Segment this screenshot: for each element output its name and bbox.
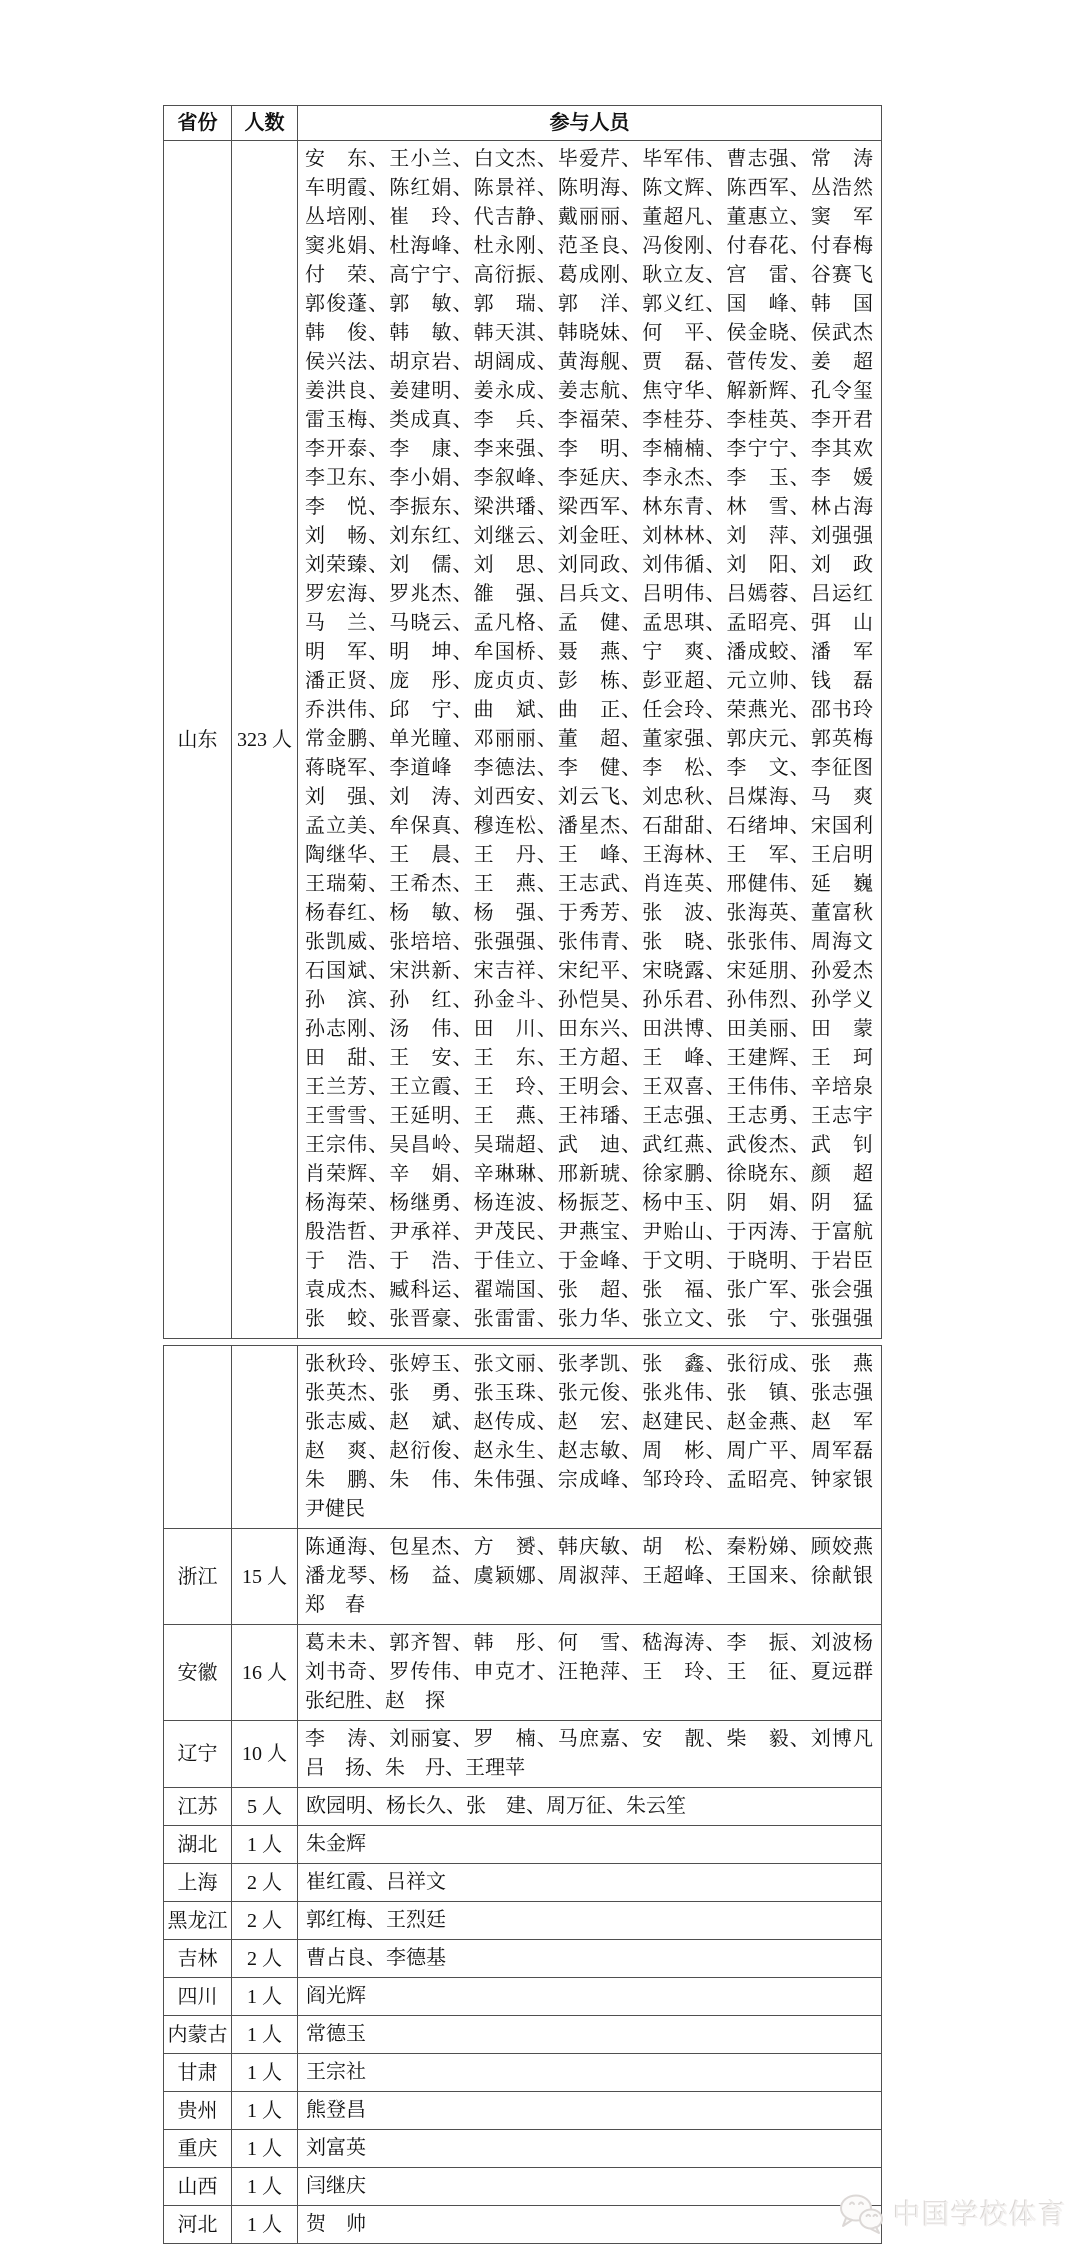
name-line: 刘荣臻、刘 儒、刘 思、刘同政、刘伟循、刘 阳、刘 政 [305, 554, 873, 576]
name-line: 陶继华、王 晨、王 丹、王 峰、王海林、王 军、王启明 [305, 844, 873, 866]
name-line: 郭俊蓬、郭 敏、郭 瑞、郭 洋、郭义红、国 峰、韩 国 [305, 293, 873, 315]
name-line: 潘正贤、庞 彤、庞贞贞、彭 栋、彭亚超、元立帅、钱 磊 [305, 670, 873, 692]
name-line: 尹健民 [305, 1498, 365, 1520]
name-line: 赵 爽、赵衍俊、赵永生、赵志敏、周 彬、周广平、周军磊 [305, 1440, 873, 1462]
count-cell: 1 人 [232, 2130, 298, 2168]
table-row [164, 2016, 882, 2054]
name-line: 马 兰、马晓云、孟凡格、孟 健、孟思琪、孟昭亮、弭 山 [305, 612, 873, 634]
table-row [164, 1346, 882, 1529]
table-row [164, 1721, 882, 1788]
participants-cell [298, 1346, 882, 1529]
count-cell: 1 人 [232, 2168, 298, 2206]
header-participants: 参与人员 [298, 106, 882, 141]
province-cell: 山东 [164, 141, 232, 1339]
name-line: 闫继庆 [306, 2175, 366, 2197]
name-line: 朱 鹏、朱 伟、朱伟强、宗成峰、邹玲玲、孟昭亮、钟家银 [305, 1469, 873, 1491]
participants-cell [298, 2054, 882, 2092]
name-line: 欧园明、杨长久、张 建、周万征、朱云笙 [306, 1795, 686, 1817]
name-line: 孙志刚、汤 伟、田 川、田东兴、田洪博、田美丽、田 蒙 [305, 1018, 873, 1040]
count-cell: 323 人 [232, 141, 298, 1339]
count-cell: 1 人 [232, 2054, 298, 2092]
province-cell: 江苏 [164, 1788, 232, 1826]
province-cell: 内蒙古 [164, 2016, 232, 2054]
table-header-row [164, 106, 882, 141]
name-line: 罗宏海、罗兆杰、雒 强、吕兵文、吕明伟、吕嫣蓉、吕运红 [305, 583, 873, 605]
name-line: 潘龙琴、杨 益、虞颖娜、周淑萍、王超峰、王国来、徐献银 [305, 1565, 873, 1587]
table-row [164, 2130, 882, 2168]
name-line: 刘 畅、刘东红、刘继云、刘金旺、刘林林、刘 萍、刘强强 [305, 525, 873, 547]
name-line: 殷浩哲、尹承祥、尹茂民、尹燕宝、尹贻山、于丙涛、于富航 [305, 1221, 873, 1243]
name-line: 刘书奇、罗传伟、申克才、汪艳萍、王 玲、王 征、夏远群 [305, 1661, 873, 1683]
participants-cell [298, 1625, 882, 1721]
name-line: 杨海荣、杨继勇、杨连波、杨振芝、杨中玉、阴 娟、阴 猛 [305, 1192, 873, 1214]
name-line: 阎光辉 [306, 1985, 366, 2007]
name-line: 葛未未、郭齐智、韩 彤、何 雪、嵇海涛、李 振、刘波杨 [305, 1632, 873, 1654]
table-row [164, 1788, 882, 1826]
name-line: 李卫东、李小娟、李叙峰、李延庆、李永杰、李 玉、李 媛 [305, 467, 873, 489]
name-line: 于 浩、于 浩、于佳立、于金峰、于文明、于晓明、于岩臣 [305, 1250, 873, 1272]
table-row [164, 1864, 882, 1902]
count-cell: 2 人 [232, 1864, 298, 1902]
table-row [164, 2092, 882, 2130]
participants-cell [298, 1864, 882, 1902]
province-cell: 黑龙江 [164, 1902, 232, 1940]
participants-cell [298, 2130, 882, 2168]
name-line: 张英杰、张 勇、张玉珠、张元俊、张兆伟、张 镇、张志强 [305, 1382, 873, 1404]
name-line: 石国斌、宋洪新、宋吉祥、宋纪平、宋晓露、宋延朋、孙爱杰 [305, 960, 873, 982]
name-line: 肖荣辉、辛 娟、辛琳琳、邢新琥、徐家鹏、徐晓东、颜 超 [305, 1163, 873, 1185]
name-line: 王宗伟、吴昌岭、吴瑞超、武 迪、武红燕、武俊杰、武 钊 [305, 1134, 873, 1156]
name-line: 袁成杰、臧科运、翟端国、张 超、张 福、张广军、张会强 [305, 1279, 873, 1301]
table-row [164, 2054, 882, 2092]
province-cell: 甘肃 [164, 2054, 232, 2092]
count-cell: 16 人 [232, 1625, 298, 1721]
province-cell: 辽宁 [164, 1721, 232, 1788]
participants-cell [298, 2206, 882, 2244]
table-row [164, 1529, 882, 1625]
count-cell: 2 人 [232, 1940, 298, 1978]
name-line: 雷玉梅、类成真、李 兵、李福荣、李桂芬、李桂英、李开君 [305, 409, 873, 431]
table-row [164, 1940, 882, 1978]
name-line: 常德玉 [306, 2023, 366, 2045]
participants-table [163, 105, 882, 2244]
participants-cell [298, 2016, 882, 2054]
province-cell: 安徽 [164, 1625, 232, 1721]
name-line: 朱金辉 [306, 1833, 366, 1855]
name-line: 张志威、赵 斌、赵传成、赵 宏、赵建民、赵金燕、赵 军 [305, 1411, 873, 1433]
province-cell: 湖北 [164, 1826, 232, 1864]
name-line: 韩 俊、韩 敏、韩天淇、韩晓妹、何 平、侯金晓、侯武杰 [305, 322, 873, 344]
name-line: 张 蛟、张晋豪、张雷雷、张力华、张立文、张 宁、张强强 [305, 1308, 873, 1330]
name-line: 窦兆娟、杜海峰、杜永刚、范圣良、冯俊刚、付春花、付春梅 [305, 235, 873, 257]
name-line: 郭红梅、王烈廷 [306, 1909, 446, 1931]
name-line: 杨春红、杨 敏、杨 强、于秀芳、张 波、张海英、董富秋 [305, 902, 873, 924]
table-row [164, 141, 882, 1339]
name-line: 贺 帅 [306, 2213, 366, 2235]
participants-cell [298, 1529, 882, 1625]
count-cell [232, 1346, 298, 1529]
name-line: 王宗社 [306, 2061, 366, 2083]
count-cell: 1 人 [232, 1826, 298, 1864]
province-cell: 四川 [164, 1978, 232, 2016]
participants-cell [298, 1940, 882, 1978]
participants-cell [298, 141, 882, 1339]
header-province: 省份 [164, 106, 232, 141]
table-row [164, 1625, 882, 1721]
table-row [164, 1826, 882, 1864]
province-cell: 上海 [164, 1864, 232, 1902]
table-row [164, 2168, 882, 2206]
count-cell: 1 人 [232, 2016, 298, 2054]
name-line: 侯兴法、胡京岩、胡阔成、黄海舰、贾 磊、菅传发、姜 超 [305, 351, 873, 373]
name-line: 付 荣、高宁宁、高衍振、葛成刚、耿立友、宫 雷、谷赛飞 [305, 264, 873, 286]
count-cell: 5 人 [232, 1788, 298, 1826]
participants-cell [298, 1978, 882, 2016]
province-cell: 重庆 [164, 2130, 232, 2168]
name-line: 常金鹏、单光瞳、邓丽丽、董 超、董家强、郭庆元、郭英梅 [305, 728, 873, 750]
province-cell: 贵州 [164, 2092, 232, 2130]
province-cell: 浙江 [164, 1529, 232, 1625]
count-cell: 2 人 [232, 1902, 298, 1940]
name-line: 刘 强、刘 涛、刘西安、刘云飞、刘忠秋、吕煤海、马 爽 [305, 786, 873, 808]
name-line: 车明霞、陈红娟、陈景祥、陈明海、陈文辉、陈西军、丛浩然 [305, 177, 873, 199]
name-line: 乔洪伟、邱 宁、曲 斌、曲 正、任会玲、荣燕光、邵书玲 [305, 699, 873, 721]
name-line: 熊登昌 [306, 2099, 366, 2121]
name-line: 李开泰、李 康、李来强、李 明、李楠楠、李宁宁、李其欢 [305, 438, 873, 460]
participants-cell [298, 1826, 882, 1864]
name-line: 王兰芳、王立霞、王 玲、王明会、王双喜、王伟伟、辛培泉 [305, 1076, 873, 1098]
table-body [164, 141, 882, 2244]
participants-cell [298, 1788, 882, 1826]
page-break-spacer [164, 1339, 882, 1346]
province-cell: 山西 [164, 2168, 232, 2206]
name-line: 孟立美、牟保真、穆连松、潘星杰、石甜甜、石绪坤、宋国利 [305, 815, 873, 837]
name-line: 蒋晓军、李道峰 李德法、李 健、李 松、李 文、李征图 [305, 757, 873, 779]
name-line: 孙 滨、孙 红、孙金斗、孙恺昊、孙乐君、孙伟烈、孙学义 [305, 989, 873, 1011]
name-line: 李 悦、李振东、梁洪璠、梁西军、林东青、林 雪、林占海 [305, 496, 873, 518]
name-line: 崔红霞、吕祥文 [306, 1871, 446, 1893]
header-count: 人数 [232, 106, 298, 141]
count-cell: 1 人 [232, 1978, 298, 2016]
name-line: 郑 春 [305, 1594, 365, 1616]
participants-cell [298, 2168, 882, 2206]
province-cell: 河北 [164, 2206, 232, 2244]
count-cell: 1 人 [232, 2206, 298, 2244]
table-row [164, 1902, 882, 1940]
name-line: 明 军、明 坤、牟国桥、聂 燕、宁 爽、潘成蛟、潘 军 [305, 641, 873, 663]
name-line: 李 涛、刘丽宴、罗 楠、马庶嘉、安 靓、柴 毅、刘博凡 [305, 1728, 873, 1750]
name-line: 曹占良、李德基 [306, 1947, 446, 1969]
name-line: 吕 扬、朱 丹、王理苹 [305, 1757, 525, 1779]
participants-cell [298, 2092, 882, 2130]
name-line: 丛培刚、崔 玲、代吉静、戴丽丽、董超凡、董惠立、窦 军 [305, 206, 873, 228]
name-line: 张凯威、张培培、张强强、张伟青、张 晓、张张伟、周海文 [305, 931, 873, 953]
name-line: 张秋玲、张婷玉、张文丽、张孝凯、张 鑫、张衍成、张 燕 [305, 1353, 873, 1375]
table-row [164, 2206, 882, 2244]
wechat-logo-icon [836, 2191, 884, 2235]
page-break-gap [164, 1339, 882, 1346]
name-line: 张纪胜、赵 探 [305, 1690, 445, 1712]
participants-cell [298, 1721, 882, 1788]
count-cell: 15 人 [232, 1529, 298, 1625]
province-cell [164, 1346, 232, 1529]
province-cell: 吉林 [164, 1940, 232, 1978]
watermark [836, 2186, 1067, 2240]
watermark-text: 中国学校体育 [893, 2200, 1068, 2231]
name-line: 安 东、王小兰、白文杰、毕爱芹、毕军伟、曹志强、常 涛 [305, 148, 873, 170]
name-line: 刘富英 [306, 2137, 366, 2159]
participants-cell [298, 1902, 882, 1940]
count-cell: 10 人 [232, 1721, 298, 1788]
name-line: 姜洪良、姜建明、姜永成、姜志航、焦守华、解新辉、孔令玺 [305, 380, 873, 402]
name-line: 王雪雪、王延明、王 燕、王祎璠、王志强、王志勇、王志宇 [305, 1105, 873, 1127]
name-line: 陈通海、包星杰、方 赟、韩庆敏、胡 松、秦粉娣、顾姣燕 [305, 1536, 873, 1558]
name-line: 田 甜、王 安、王 东、王方超、王 峰、王建辉、王 珂 [305, 1047, 873, 1069]
table-row [164, 1978, 882, 2016]
count-cell: 1 人 [232, 2092, 298, 2130]
name-line: 王瑞菊、王希杰、王 燕、王志武、肖连英、邢健伟、延 巍 [305, 873, 873, 895]
